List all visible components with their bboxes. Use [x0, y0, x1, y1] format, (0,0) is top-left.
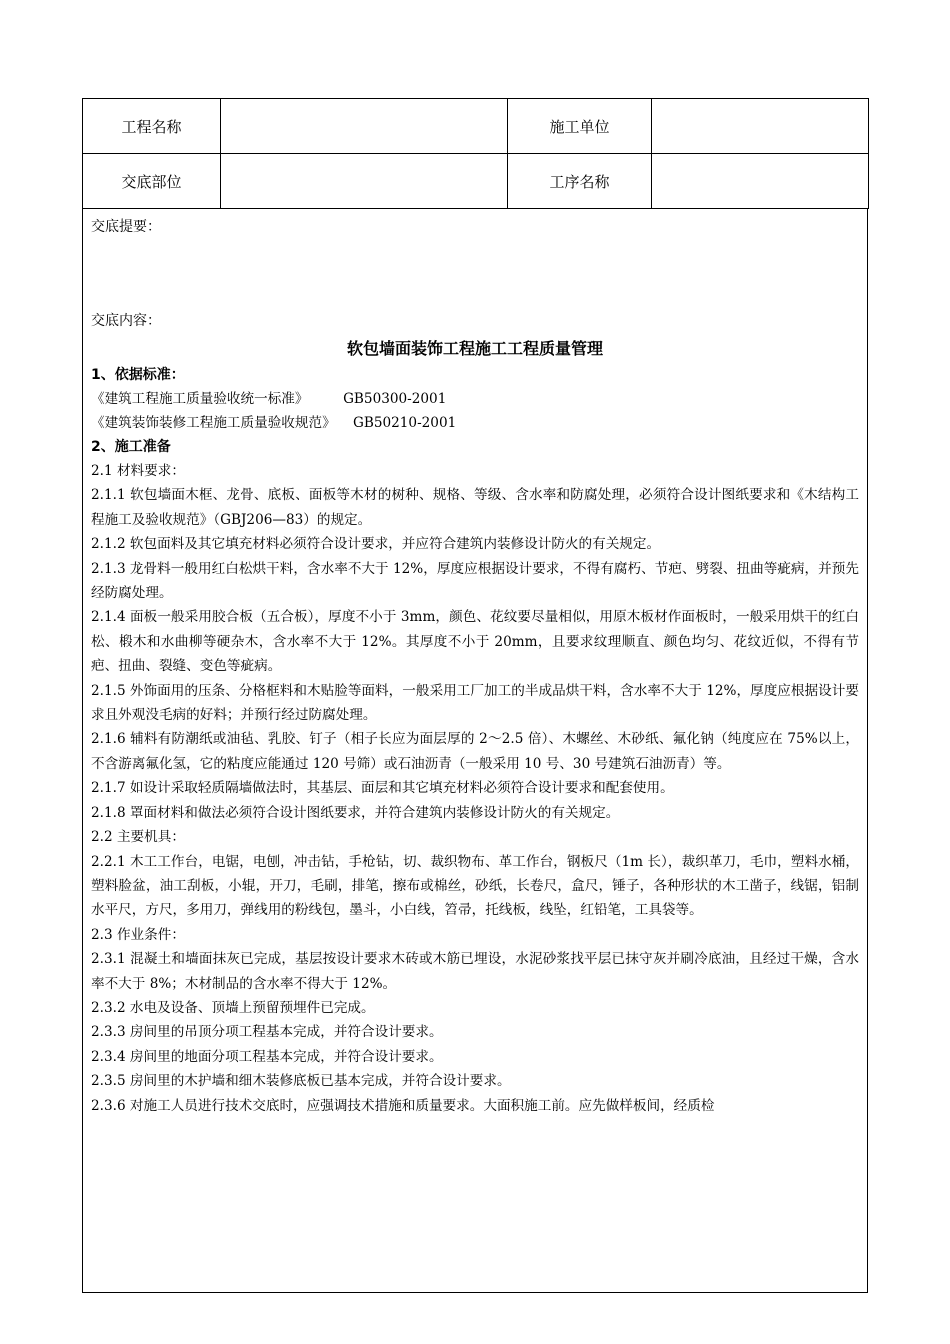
paragraph: 2.3.6 对施工人员进行技术交底时，应强调技术措施和质量要求。大面积施工前。应先做样板间，经质检 — [91, 1097, 715, 1114]
paragraph: 2.1.7 如设计采取轻质隔墙做法时，其基层、面层和其它填充材料必须符合设计要求和配套使用。 — [91, 780, 674, 797]
paragraph: 2.1.3 龙骨料一般用红白松烘干料，含水率不大于 12%，厚度应根据设计要求，不得有腐朽、节疤、劈裂、扭曲等疵病，并预先经防腐处理。 — [91, 560, 859, 602]
process-label: 工序名称 — [508, 154, 652, 209]
contractor-label: 施工单位 — [508, 99, 652, 154]
header-table — [82, 98, 869, 209]
section-heading-2: 2、施工准备 — [91, 439, 171, 455]
project-name-field[interactable] — [221, 99, 508, 154]
process-field[interactable] — [652, 154, 869, 209]
header-row-1 — [83, 99, 869, 154]
disclosure-form — [82, 98, 868, 1293]
paragraph: 2.1.4 面板一般采用胶合板（五合板），厚度不小于 3mm，颜色、花纹要尽量相似，用原木板材作面板时，一般采用烘干的红白松、椴木和水曲柳等硬杂木，含水率不大于 12%。其厚度不小于 20mm，且要求纹理顺直、颜色均匀、花纹近似，不得有节疤、扭曲、裂缝、变色等疵病。 — [91, 609, 859, 675]
standard-line: 《建筑装饰装修工程施工质量验收规范》 GB50210-2001 — [91, 415, 457, 431]
summary-label: 交底提要： — [91, 219, 161, 235]
project-name-label: 工程名称 — [83, 99, 221, 154]
paragraph: 2.2 主要机具： — [91, 829, 185, 846]
paragraph: 2.3.3 房间里的吊顶分项工程基本完成，并符合设计要求。 — [91, 1024, 443, 1041]
paragraph: 2.3.5 房间里的木护墙和细木装修底板已基本完成，并符合设计要求。 — [91, 1073, 511, 1090]
content-box — [82, 209, 868, 1293]
paragraph: 2.3.4 房间里的地面分项工程基本完成，并符合设计要求。 — [91, 1048, 443, 1065]
document-title: 软包墙面装饰工程施工工程质量管理 — [346, 339, 603, 358]
content-label: 交底内容： — [91, 313, 161, 329]
location-field[interactable] — [221, 154, 508, 209]
paragraph: 2.1.5 外饰面用的压条、分格框料和木贴脸等面料，一般采用工厂加工的半成品烘干料，含水率不大于 12%，厚度应根据设计要求且外观没毛病的好料；并预行经过防腐处理。 — [91, 682, 859, 724]
contractor-field[interactable] — [652, 99, 869, 154]
summary-area — [91, 239, 859, 309]
paragraph: 2.1.1 软包墙面木框、龙骨、底板、面板等木材的树种、规格、等级、含水率和防腐处理，必须符合设计图纸要求和《木结构工程施工及验收规范》（GBJ206—83）的规定。 — [91, 487, 859, 528]
header-row-2 — [83, 154, 869, 209]
paragraph: 2.1.2 软包面料及其它填充材料必须符合设计要求，并应符合建筑内装修设计防火的有关规定。 — [91, 536, 661, 553]
paragraph: 2.3.1 混凝土和墙面抹灰已完成，基层按设计要求木砖或木筋已埋设，水泥砂浆找平层已抹守灰并刷冷底油，且经过干燥，含水率不大于 8%；木材制品的含水率不得大于 12%。 — [91, 951, 859, 992]
section-heading-1: 1、依据标准： — [91, 367, 185, 383]
paragraph: 2.2.1 木工工作台，电锯，电刨，冲击钻，手枪钻，切、裁织物布、革工作台，钢板尺（1m 长），裁织革刀，毛巾，塑料水桶，塑料脸盆，油工刮板，小辊，开刀，毛刷，排笔，擦布或棉丝，砂纸，长卷尺，盒尺，锤子，各种形状的木工凿子，线锯，铝制水平尺，方尺，多用刀，弹线用的粉线包，墨斗，小白线，笤帚，托线板，线坠，红铅笔，工具袋等。 — [91, 853, 859, 919]
location-label: 交底部位 — [83, 154, 221, 209]
paragraph: 2.1.6 辅料有防潮纸或油毡、乳胶、钉子（相子长应为面层厚的 2～2.5 倍）、木螺丝、木砂纸、氟化钠（纯度应在 75%以上，不含游离氟化氢，它的粘度应能通过 120 号筛）或石油沥青（一般采用 10 号、30 号建筑石油沥青）等。 — [91, 731, 859, 772]
paragraph: 2.3 作业条件： — [91, 926, 185, 943]
paragraph: 2.1.8 罩面材料和做法必须符合设计图纸要求，并符合建筑内装修设计防火的有关规定。 — [91, 804, 620, 821]
paragraph: 2.3.2 水电及设备、顶墙上预留预埋件已完成。 — [91, 999, 375, 1016]
paragraph: 2.1 材料要求： — [91, 463, 185, 479]
standard-line: 《建筑工程施工质量验收统一标准》 GB50300-2001 — [91, 391, 447, 407]
